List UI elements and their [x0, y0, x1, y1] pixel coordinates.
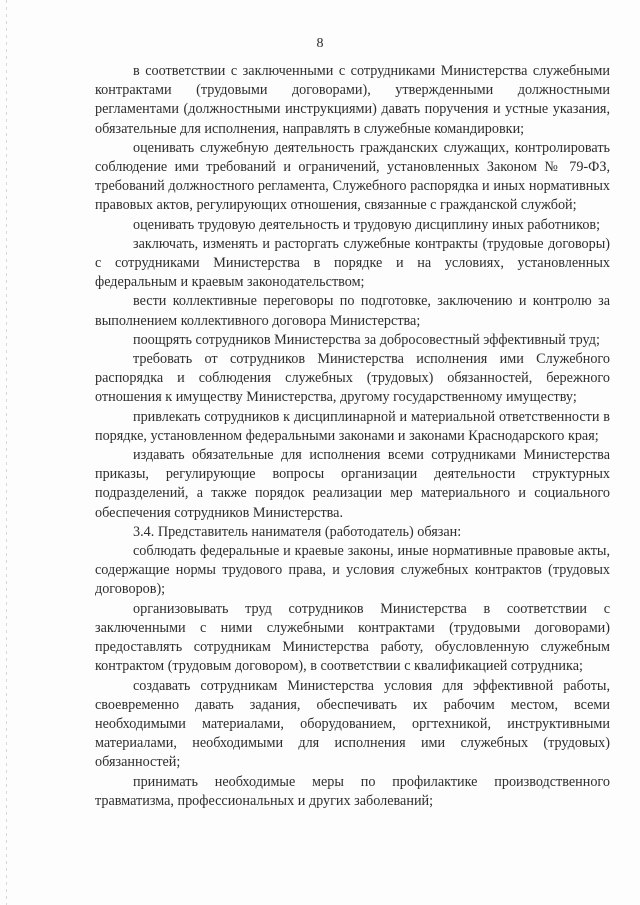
paragraph-evaluate-civil-servants: оценивать служебную деятельность гражданских служащих, контролировать соблюдение ими требований и ограничений, установленных Законом № 79-ФЗ, требований должностного регламента, Служебного распорядка и иных нормативных правовых актов, регулирующих отношения, связанные с гражданской службой; [95, 139, 610, 214]
paragraph-issue-orders: издавать обязательные для исполнения всеми сотрудниками Министерства приказы, регулирующие вопросы организации деятельности структурных подразделений, а также порядок реализации мер материального и социального обеспечения сотрудников Министерства. [95, 447, 610, 521]
paragraph-observe-laws: соблюдать федеральные и краевые законы, иные нормативные правовые акты, содержащие нормы трудового права, и условия служебных контрактов (трудовых договоров); [95, 543, 610, 598]
document-body [95, 62, 610, 811]
page-number: 8 [316, 36, 324, 51]
paragraph-reward: поощрять сотрудников Министерства за добросовестный эффективный труд; [133, 331, 600, 348]
paragraph-prevention: принимать необходимые меры по профилактике производственного травматизма, профессиональных и других заболеваний; [95, 773, 610, 809]
paragraph-disciplinary-liability: привлекать сотрудников к дисциплинарной и материальной ответственности в порядке, установленном федеральными законами и законами Краснодарского края; [95, 408, 610, 444]
paragraph-contracts: заключать, изменять и расторгать служебные контракты (трудовые договоры) с сотрудниками Министерства в порядке и на условиях, установленных федеральным и краевым законодательством; [95, 235, 610, 291]
paragraph-evaluate-other-workers: оценивать трудовую деятельность и трудовую дисциплину иных работников; [133, 216, 601, 233]
scan-edge-artifact [6, 0, 7, 905]
paragraph-collective-negotiations: вести коллективные переговоры по подготовке, заключению и контролю за выполнением коллективного договора Министерства; [95, 293, 610, 329]
paragraph-create-conditions: создавать сотрудникам Министерства условия для эффективной работы, своевременно давать задания, обеспечивать их рабочим местом, всеми необходимыми материалами, оборудованием, оргтехникой, инструктивными материалами, необходимыми для исполнения ими служебных (трудовых) обязанностей; [95, 677, 610, 771]
paragraph-organize-work: организовывать труд сотрудников Министерства в соответствии с заключенными с ними служебными контрактами (трудовыми договорами) предоставлять сотрудникам Министерства работу, обусловленную служебным контрактом (трудовым договором), в соответствии с квалификацией сотрудника; [95, 600, 610, 675]
paragraph-require-compliance: требовать от сотрудников Министерства исполнения ими Служебного распорядка и соблюдения служебных (трудовых) обязанностей, бережного отношения к имуществу Министерства, другому государственному имуществу; [95, 351, 610, 406]
paragraph-assign-tasks: в соответствии с заключенными с сотрудниками Министерства служебными контрактами (трудовыми договорами), утвержденными должностными регламентами (должностными инструкциями) давать поручения и устные указания, обязательные для исполнения, направлять в служебные командировки; [95, 63, 610, 137]
section-3-4-heading: 3.4. Представитель нанимателя (работодатель) обязан: [133, 523, 462, 540]
